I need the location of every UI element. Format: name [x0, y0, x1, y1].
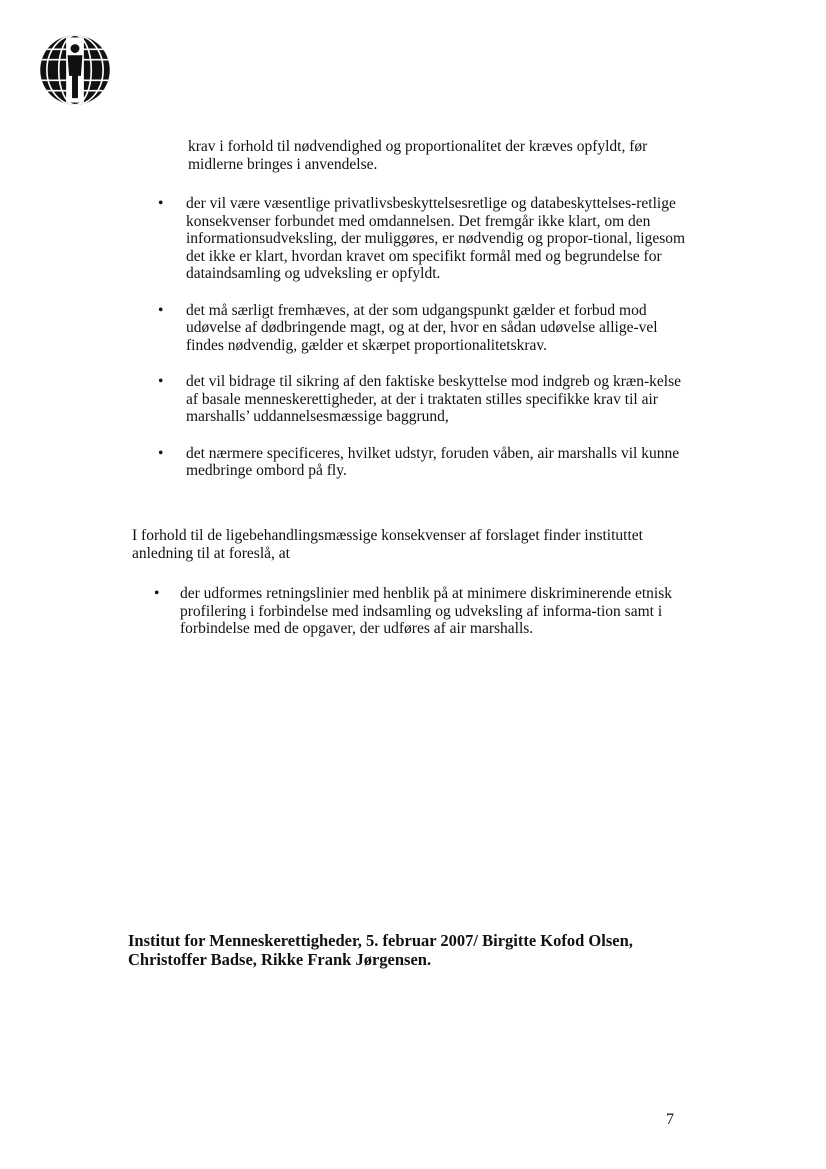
page-number: 7	[666, 1111, 674, 1128]
bullet-item	[150, 302, 690, 355]
bullet-marker: •	[158, 195, 164, 212]
recommendation-list	[150, 585, 680, 638]
bullet-list	[150, 195, 690, 499]
bullet-item	[150, 445, 690, 480]
bullet-item	[150, 195, 690, 283]
bullet-item	[150, 585, 680, 638]
bullet-text: der udformes retningslinier med henblik på at minimere diskriminerende etnisk profilering i forbindelse med indsamling og udveksling af informa-tion samt i forbindelse med de opgaver, der udføres af air marshalls.	[180, 585, 672, 637]
bullet-marker: •	[154, 585, 160, 602]
continuation-paragraph: krav i forhold til nødvendighed og proportionalitet der kræves opfyldt, før midlerne bringes i anvendelse.	[188, 138, 648, 173]
bullet-marker: •	[158, 373, 164, 390]
signature-footer: Institut for Menneskerettigheder, 5. februar 2007/ Birgitte Kofod Olsen, Christoffer Badse, Rikke Frank Jørgensen.	[128, 931, 633, 969]
bullet-text: det må særligt fremhæves, at der som udgangspunkt gælder et forbud mod udøvelse af dødbringende magt, og at der, hvor en sådan udøvelse allige-vel findes nødvendig, gælder et skærpet proportionalitetskrav.	[186, 301, 658, 354]
bullet-text: det nærmere specificeres, hvilket udstyr, foruden våben, air marshalls vil kunne medbringe ombord på fly.	[186, 444, 680, 479]
globe-person-logo-icon	[38, 33, 112, 107]
bullet-item	[150, 373, 690, 426]
intro-paragraph: I forhold til de ligebehandlingsmæssige konsekvenser af forslaget finder instituttet anledning til at foreslå, at	[132, 527, 643, 562]
bullet-marker: •	[158, 301, 164, 319]
bullet-text: det vil bidrage til sikring af den faktiske beskyttelse mod indgreb og kræn-kelse af basale menneskerettigheder, at der i traktaten stilles specifikke krav til air marshalls’ uddannelsesmæssige baggrund,	[186, 373, 682, 425]
bullet-marker: •	[158, 444, 164, 462]
bullet-text: der vil være væsentlige privatlivsbeskyttelsesretlige og databeskyttelses-retlige konsekvenser forbundet med omdannelsen. Det fremgår ikke klart, om den informationsudveksling, der muliggøres, er nødvendig og propor-tional, ligesom det ikke er klart, hvordan kravet om specifikt formål med og begrundelse for dataindsamling og udveksling er opfyldt.	[186, 195, 686, 282]
